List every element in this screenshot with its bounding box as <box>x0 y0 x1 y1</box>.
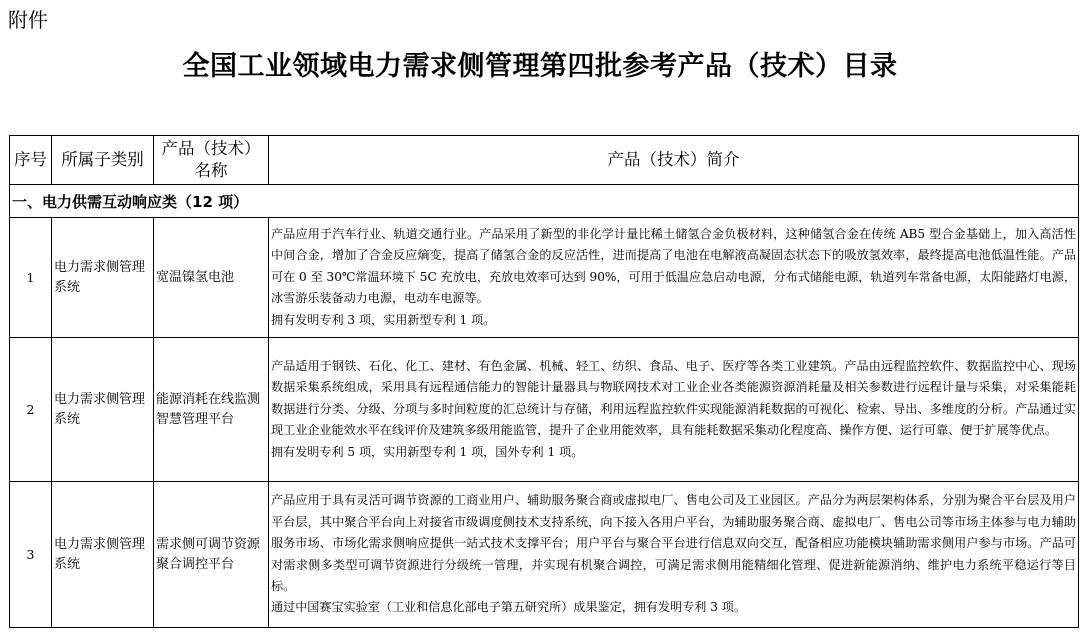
header-no: 序号 <box>10 136 52 185</box>
section-title: 一、电力供需互动响应类（12 项） <box>10 185 1079 218</box>
header-name: 产品（技术）名称 <box>154 136 269 185</box>
row-no: 2 <box>10 338 52 482</box>
header-description: 产品（技术）简介 <box>269 136 1079 185</box>
header-subcategory: 所属子类别 <box>52 136 154 185</box>
row-name: 宽温镍氢电池 <box>154 218 269 338</box>
row-name: 能源消耗在线监测智慧管理平台 <box>154 338 269 482</box>
row-subcategory: 电力需求侧管理系统 <box>52 338 154 482</box>
row-no: 1 <box>10 218 52 338</box>
row-description: 产品适用于钢铁、石化、化工、建材、有色金属、机械、轻工、纺织、食品、电子、医疗等各类工业建筑。产品由远程监控软件、数据监控中心、现场数据采集系统组成，采用具有远程通信能力的智能计量器具与物联网技术对工业企业各类能源资源消耗量及相关参数进行远程计量与采集，对采集能耗数据进行分类、分级、分项与多时间粒度的汇总统计与存储，利用远程监控软件实现能源消耗数据的可视化、检索、导出、多维度的分析。产品通过实现工业企业能效水平在线评价及建筑多级用能监管，提升了企业用能效率，具有能耗数据采集动化程度高、操作方便、运行可靠、便于扩展等优点。 <box>271 358 1076 438</box>
row-description-cell <box>269 218 1079 338</box>
table-row <box>10 218 1079 338</box>
section-row <box>10 185 1079 218</box>
row-name: 需求侧可调节资源聚合调控平台 <box>154 482 269 628</box>
row-description: 产品应用于具有灵活可调节资源的工商业用户、辅助服务聚合商或虚拟电厂、售电公司及工业园区。产品分为两层架构体系，分别为聚合平台层及用户平台层，其中聚合平台向上对接省市级调度侧技术支持系统，向下接入各用户平台，为辅助服务聚合商、虚拟电厂、售电公司等市场主体参与电力辅助服务市场、市场化需求侧响应提供一站式技术支撑平台；用户平台与聚合平台进行信息双向交互，配备相应功能模块辅助需求侧用户参与市场。产品可对需求侧多类型可调节资源进行分级统一管理，并实现有机聚合调控，可满足需求侧用能精细化管理、促进新能源消纳、维护电力系统平稳运行等目标。 <box>271 493 1076 593</box>
row-patent: 拥有发明专利 3 项，实用新型专利 1 项。 <box>271 312 496 327</box>
product-catalog-table <box>9 135 1079 628</box>
table-row <box>10 338 1079 482</box>
table-row <box>10 482 1079 628</box>
row-patent: 通过中国赛宝实验室（工业和信息化部电子第五研究所）成果鉴定，拥有发明专利 3 项。 <box>271 600 746 615</box>
row-description-cell <box>269 338 1079 482</box>
attachment-label: 附件 <box>8 8 48 32</box>
page-title: 全国工业领域电力需求侧管理第四批参考产品（技术）目录 <box>182 51 898 82</box>
row-description: 产品应用于汽车行业、轨道交通行业。产品采用了新型的非化学计量比稀土储氢合金负极材料，这种储氢合金在传统 AB5 型合金基础上，加入高活性中间合金，增加了合金反应熵变，提高了储氢合金的反应活性，进而提高了电池在电解液高凝固态状态下的吸放氢效率，最终提高电池低温性能。产品可在 0 至 30℃常温环境下 5C 充放电，充放电效率可达到 90%，可用于低温应急启动电源，分布式储能电源，轨道列车常备电源，太阳能路灯电源，冰雪游乐装备动力电源，电动车电源等。 <box>271 226 1076 306</box>
row-subcategory: 电力需求侧管理系统 <box>52 482 154 628</box>
row-patent: 拥有发明专利 5 项，实用新型专利 1 项，国外专利 1 项。 <box>271 444 584 459</box>
row-description-cell <box>269 482 1079 628</box>
row-no: 3 <box>10 482 52 628</box>
row-subcategory: 电力需求侧管理系统 <box>52 218 154 338</box>
table-header-row <box>10 136 1079 185</box>
